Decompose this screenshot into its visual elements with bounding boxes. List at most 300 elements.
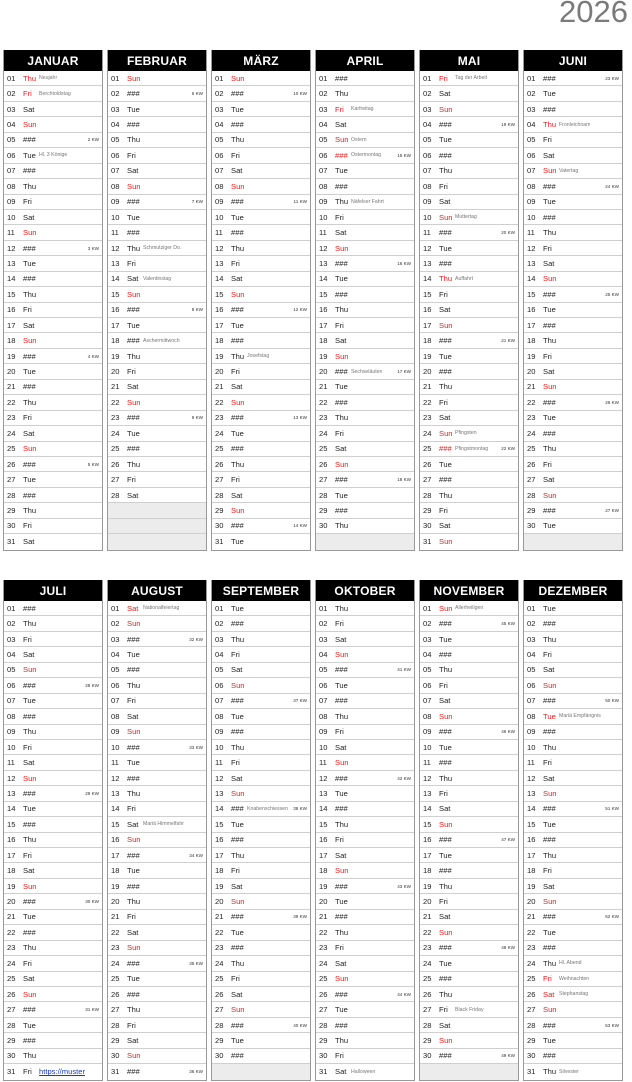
- weekday: Sun: [543, 490, 557, 500]
- day-row: [524, 210, 622, 225]
- weekday: Sat: [439, 305, 451, 315]
- weekday: ###: [23, 490, 36, 500]
- weekday: ###: [439, 727, 452, 737]
- day-row: [4, 632, 102, 647]
- day-number: 23: [111, 943, 120, 953]
- day-number: 06: [527, 680, 536, 690]
- weekday: Fri: [23, 958, 32, 968]
- weekday: Sun: [335, 351, 349, 361]
- day-row: [108, 364, 206, 379]
- week-number: 21 KW: [501, 338, 515, 344]
- week-number: 36 KW: [189, 1069, 203, 1075]
- holiday-label: Neujahr: [39, 75, 58, 82]
- day-number: 12: [319, 773, 328, 783]
- weekday: Sun: [543, 1005, 557, 1015]
- weekday: ###: [231, 413, 244, 423]
- day-row: [4, 786, 102, 801]
- empty-day-row: [108, 503, 206, 518]
- weekday: Sun: [23, 665, 37, 675]
- day-row: [4, 318, 102, 333]
- day-row: [524, 1064, 622, 1079]
- weekday: Tue: [231, 1035, 244, 1045]
- day-row: [420, 956, 518, 971]
- day-number: 26: [319, 989, 328, 999]
- weekday: Tue: [335, 1005, 348, 1015]
- day-number: 18: [7, 866, 16, 876]
- weekday: Sat: [23, 758, 35, 768]
- day-row: [212, 1049, 310, 1064]
- day-row: [108, 272, 206, 287]
- day-row: [420, 148, 518, 163]
- day-number: 11: [7, 228, 15, 238]
- holiday-label: Stephanstag: [559, 991, 589, 998]
- day-row: [108, 972, 206, 987]
- day-number: 24: [7, 428, 16, 438]
- day-row: [108, 1064, 206, 1079]
- day-row: [316, 894, 414, 909]
- month-header: FEBRUAR: [108, 50, 206, 71]
- empty-day-row: [316, 534, 414, 549]
- weekday: Tue: [543, 711, 556, 721]
- weekday: ###: [23, 135, 36, 145]
- weekday: Sun: [439, 1035, 453, 1045]
- weekday: Tue: [231, 212, 244, 222]
- day-number: 14: [111, 804, 120, 814]
- day-number: 05: [319, 135, 328, 145]
- weekday: Tue: [439, 958, 452, 968]
- weekday: Tue: [335, 788, 348, 798]
- weekday: ###: [543, 73, 556, 83]
- day-row: [108, 318, 206, 333]
- day-row: [316, 195, 414, 210]
- day-row: [212, 786, 310, 801]
- day-number: 02: [319, 619, 328, 629]
- day-number: 23: [111, 413, 120, 423]
- day-number: 19: [7, 881, 16, 891]
- day-number: 24: [527, 428, 536, 438]
- day-row: [316, 488, 414, 503]
- day-number: 26: [527, 989, 536, 999]
- weekday: Thu: [23, 727, 37, 737]
- day-row: [4, 411, 102, 426]
- week-number: 22 KW: [501, 446, 515, 452]
- day-number: 26: [423, 989, 432, 999]
- day-number: 15: [527, 819, 536, 829]
- day-number: 03: [319, 104, 328, 114]
- day-number: 01: [527, 73, 536, 83]
- weekday: Thu: [439, 382, 453, 392]
- week-number: 45 KW: [501, 621, 515, 627]
- weekday: ###: [543, 912, 556, 922]
- day-number: 28: [423, 1020, 432, 1030]
- weekday: Fri: [543, 351, 552, 361]
- day-number: 17: [527, 850, 536, 860]
- day-number: 22: [423, 927, 432, 937]
- day-row: [316, 725, 414, 740]
- day-number: 14: [7, 804, 16, 814]
- day-row: [316, 1018, 414, 1033]
- day-row: [420, 925, 518, 940]
- weekday: Thu: [335, 927, 349, 937]
- day-number: 23: [423, 413, 432, 423]
- weekday: Sun: [231, 73, 245, 83]
- day-row: [108, 179, 206, 194]
- day-number: 06: [319, 680, 328, 690]
- day-row: [212, 663, 310, 678]
- day-number: 10: [527, 212, 536, 222]
- weekday: Fri: [127, 1020, 136, 1030]
- day-row: [316, 395, 414, 410]
- day-number: 03: [215, 104, 224, 114]
- week-number: 41 KW: [397, 667, 411, 673]
- month-header: AUGUST: [108, 580, 206, 601]
- day-number: 01: [423, 73, 432, 83]
- weekday: Fri: [439, 289, 448, 299]
- day-row: [108, 771, 206, 786]
- day-row: [420, 395, 518, 410]
- day-number: 19: [423, 881, 432, 891]
- day-row: [108, 303, 206, 318]
- weekday: Tue: [543, 413, 556, 423]
- day-number: 06: [215, 680, 224, 690]
- day-number: 20: [215, 367, 224, 377]
- weekday: ###: [127, 336, 140, 346]
- day-row: [524, 472, 622, 487]
- day-row: [524, 442, 622, 457]
- day-number: 25: [423, 444, 432, 454]
- day-number: 14: [319, 804, 328, 814]
- day-row: [524, 941, 622, 956]
- day-number: 09: [7, 197, 16, 207]
- day-number: 08: [319, 181, 328, 191]
- day-number: 15: [423, 819, 432, 829]
- weekday: Thu: [127, 680, 141, 690]
- weekday: Thu: [543, 850, 557, 860]
- day-row: [524, 709, 622, 724]
- day-row: [316, 987, 414, 1002]
- day-row: [4, 833, 102, 848]
- day-row: [4, 442, 102, 457]
- weekday: ###: [23, 351, 36, 361]
- day-row: [316, 349, 414, 364]
- weekday: Tue: [23, 1020, 36, 1030]
- day-number: 19: [423, 351, 432, 361]
- day-row: [420, 71, 518, 86]
- weekday: ###: [231, 943, 244, 953]
- day-row: [212, 879, 310, 894]
- day-number: 05: [423, 665, 432, 675]
- holiday-label: Tag der Arbeit: [455, 75, 488, 82]
- empty-day-row: [108, 519, 206, 534]
- weekday: Fri: [335, 320, 344, 330]
- holiday-label: Silvester: [559, 1068, 579, 1075]
- weekday: Fri: [231, 150, 240, 160]
- day-number: 30: [215, 521, 224, 531]
- weekday: Sat: [543, 665, 555, 675]
- day-number: 15: [319, 819, 328, 829]
- day-row: [420, 195, 518, 210]
- day-row: [524, 925, 622, 940]
- weekday: Sun: [439, 603, 453, 613]
- day-row: [316, 956, 414, 971]
- holiday-label: Fronleichnam: [559, 121, 591, 128]
- day-number: 24: [111, 428, 120, 438]
- day-number: 12: [215, 243, 224, 253]
- day-number: 31: [111, 1067, 120, 1077]
- day-number: 26: [319, 459, 328, 469]
- weekday: Sat: [23, 866, 35, 876]
- weekday: Sun: [335, 459, 349, 469]
- weekday: ###: [439, 150, 452, 160]
- day-row: [316, 303, 414, 318]
- day-number: 13: [111, 258, 120, 268]
- day-number: 13: [319, 258, 328, 268]
- weekday: Sun: [543, 788, 557, 798]
- day-row: [108, 802, 206, 817]
- weekday: ###: [127, 881, 140, 891]
- day-row: [316, 457, 414, 472]
- day-row: [316, 472, 414, 487]
- day-number: 30: [7, 521, 16, 531]
- day-row: [108, 349, 206, 364]
- day-row: [212, 164, 310, 179]
- day-number: 11: [527, 758, 535, 768]
- day-number: 06: [7, 680, 16, 690]
- day-number: 02: [527, 89, 536, 99]
- weekday: ###: [543, 320, 556, 330]
- day-row: [108, 395, 206, 410]
- day-row: [212, 848, 310, 863]
- weekday: Tue: [231, 603, 244, 613]
- day-number: 27: [527, 475, 536, 485]
- week-number: 39 KW: [293, 914, 307, 920]
- day-number: 25: [111, 444, 120, 454]
- day-row: [108, 694, 206, 709]
- weekday: Tue: [543, 819, 556, 829]
- day-row: [524, 256, 622, 271]
- weekday: Fri: [543, 974, 552, 984]
- weekday: Sat: [543, 475, 555, 485]
- weekday: Tue: [231, 927, 244, 937]
- day-row: [212, 678, 310, 693]
- weekday: ###: [335, 1020, 348, 1030]
- day-row: [4, 210, 102, 225]
- day-number: 21: [7, 382, 16, 392]
- weekday: Tue: [127, 428, 140, 438]
- day-row: [4, 102, 102, 117]
- day-row: [212, 1033, 310, 1048]
- day-number: 26: [7, 459, 16, 469]
- day-number: 15: [215, 289, 224, 299]
- weekday: Tue: [127, 650, 140, 660]
- weekday: ###: [231, 305, 244, 315]
- weekday: ###: [543, 804, 556, 814]
- day-row: [4, 472, 102, 487]
- weekday: ###: [127, 634, 140, 644]
- day-row: [4, 1064, 102, 1079]
- day-number: 16: [319, 835, 328, 845]
- day-number: 09: [111, 727, 120, 737]
- day-row: [316, 647, 414, 662]
- day-row: [316, 86, 414, 101]
- empty-day-row: [524, 534, 622, 549]
- day-row: [420, 411, 518, 426]
- day-row: [524, 148, 622, 163]
- day-row: [420, 863, 518, 878]
- week-number: 6 KW: [191, 91, 203, 97]
- day-number: 25: [7, 974, 16, 984]
- week-number: 23 KW: [605, 75, 619, 81]
- day-row: [212, 534, 310, 549]
- weekday: Fri: [231, 367, 240, 377]
- day-number: 01: [319, 603, 328, 613]
- day-row: [212, 894, 310, 909]
- day-row: [4, 380, 102, 395]
- weekday: Fri: [335, 727, 344, 737]
- day-number: 27: [111, 475, 120, 485]
- weekday: Fri: [23, 413, 32, 423]
- day-row: [212, 241, 310, 256]
- day-number: 28: [7, 1020, 16, 1030]
- day-row: [212, 287, 310, 302]
- day-number: 31: [527, 1067, 536, 1077]
- day-row: [316, 786, 414, 801]
- day-row: [316, 709, 414, 724]
- day-number: 26: [111, 459, 120, 469]
- day-number: 02: [423, 619, 432, 629]
- day-row: [316, 879, 414, 894]
- holiday-label: Schmutziger Do.: [143, 245, 182, 252]
- week-number: 51 KW: [605, 806, 619, 812]
- weekday: Sat: [439, 413, 451, 423]
- day-number: 04: [319, 120, 328, 130]
- weekday: Thu: [543, 228, 557, 238]
- weekday: Sat: [127, 166, 139, 176]
- day-row: [420, 534, 518, 549]
- day-number: 11: [527, 228, 535, 238]
- day-row: [524, 333, 622, 348]
- day-number: 09: [215, 197, 224, 207]
- day-row: [108, 740, 206, 755]
- day-row: [108, 941, 206, 956]
- day-row: [316, 179, 414, 194]
- day-row: [420, 503, 518, 518]
- day-row: [524, 879, 622, 894]
- day-number: 08: [527, 711, 536, 721]
- day-number: 17: [111, 850, 120, 860]
- day-row: [524, 179, 622, 194]
- day-row: [212, 863, 310, 878]
- day-number: 08: [527, 181, 536, 191]
- day-number: 15: [319, 289, 328, 299]
- day-row: [524, 1033, 622, 1048]
- day-number: 27: [423, 1005, 432, 1015]
- day-row: [108, 256, 206, 271]
- day-row: [108, 148, 206, 163]
- day-row: [316, 910, 414, 925]
- day-row: [524, 503, 622, 518]
- day-number: 18: [111, 336, 120, 346]
- day-number: 27: [7, 475, 16, 485]
- day-number: 29: [111, 1035, 120, 1045]
- weekday: Sun: [127, 289, 141, 299]
- day-number: 17: [319, 850, 328, 860]
- calendar-second-half: [3, 580, 623, 1081]
- day-row: [524, 755, 622, 770]
- day-row: [420, 632, 518, 647]
- month-september: [211, 580, 311, 1081]
- month-juni: [523, 50, 623, 551]
- day-number: 03: [215, 634, 224, 644]
- weekday: Tue: [543, 521, 556, 531]
- website-link[interactable]: https://muster: [39, 1067, 86, 1077]
- weekday: Tue: [231, 428, 244, 438]
- day-number: 27: [423, 475, 432, 485]
- holiday-label: Pfingsten: [455, 430, 477, 437]
- day-row: [420, 879, 518, 894]
- day-row: [4, 1018, 102, 1033]
- day-row: [316, 1002, 414, 1017]
- day-number: 17: [215, 850, 224, 860]
- weekday: Sun: [23, 881, 37, 891]
- day-row: [212, 802, 310, 817]
- weekday: Sun: [543, 680, 557, 690]
- day-row: [108, 817, 206, 832]
- day-number: 03: [423, 104, 432, 114]
- day-row: [212, 956, 310, 971]
- day-row: [420, 663, 518, 678]
- day-number: 04: [215, 120, 224, 130]
- day-number: 01: [319, 73, 328, 83]
- day-row: [316, 241, 414, 256]
- weekday: Sun: [335, 243, 349, 253]
- weekday: ###: [543, 289, 556, 299]
- day-row: [316, 225, 414, 240]
- day-row: [524, 395, 622, 410]
- day-row: [108, 102, 206, 117]
- week-number: 43 KW: [397, 883, 411, 889]
- weekday: ###: [127, 444, 140, 454]
- day-row: [316, 1033, 414, 1048]
- day-row: [420, 349, 518, 364]
- month-header: JULI: [4, 580, 102, 601]
- weekday: Sat: [439, 197, 451, 207]
- day-number: 01: [215, 73, 224, 83]
- day-row: [316, 133, 414, 148]
- day-number: 15: [7, 819, 16, 829]
- day-row: [316, 364, 414, 379]
- day-number: 07: [111, 696, 120, 706]
- day-row: [212, 333, 310, 348]
- weekday: Sun: [439, 428, 453, 438]
- day-number: 27: [215, 1005, 224, 1015]
- weekday: Thu: [231, 634, 245, 644]
- day-row: [420, 1002, 518, 1017]
- day-row: [420, 709, 518, 724]
- day-number: 18: [215, 336, 224, 346]
- day-number: 16: [7, 305, 16, 315]
- day-number: 24: [319, 958, 328, 968]
- weekday: Sun: [23, 444, 37, 454]
- day-row: [4, 601, 102, 616]
- day-row: [316, 503, 414, 518]
- day-number: 30: [215, 1051, 224, 1061]
- weekday: Sat: [23, 320, 35, 330]
- day-row: [212, 303, 310, 318]
- day-row: [212, 117, 310, 132]
- week-number: 53 KW: [605, 1022, 619, 1028]
- weekday: Thu: [543, 1067, 557, 1077]
